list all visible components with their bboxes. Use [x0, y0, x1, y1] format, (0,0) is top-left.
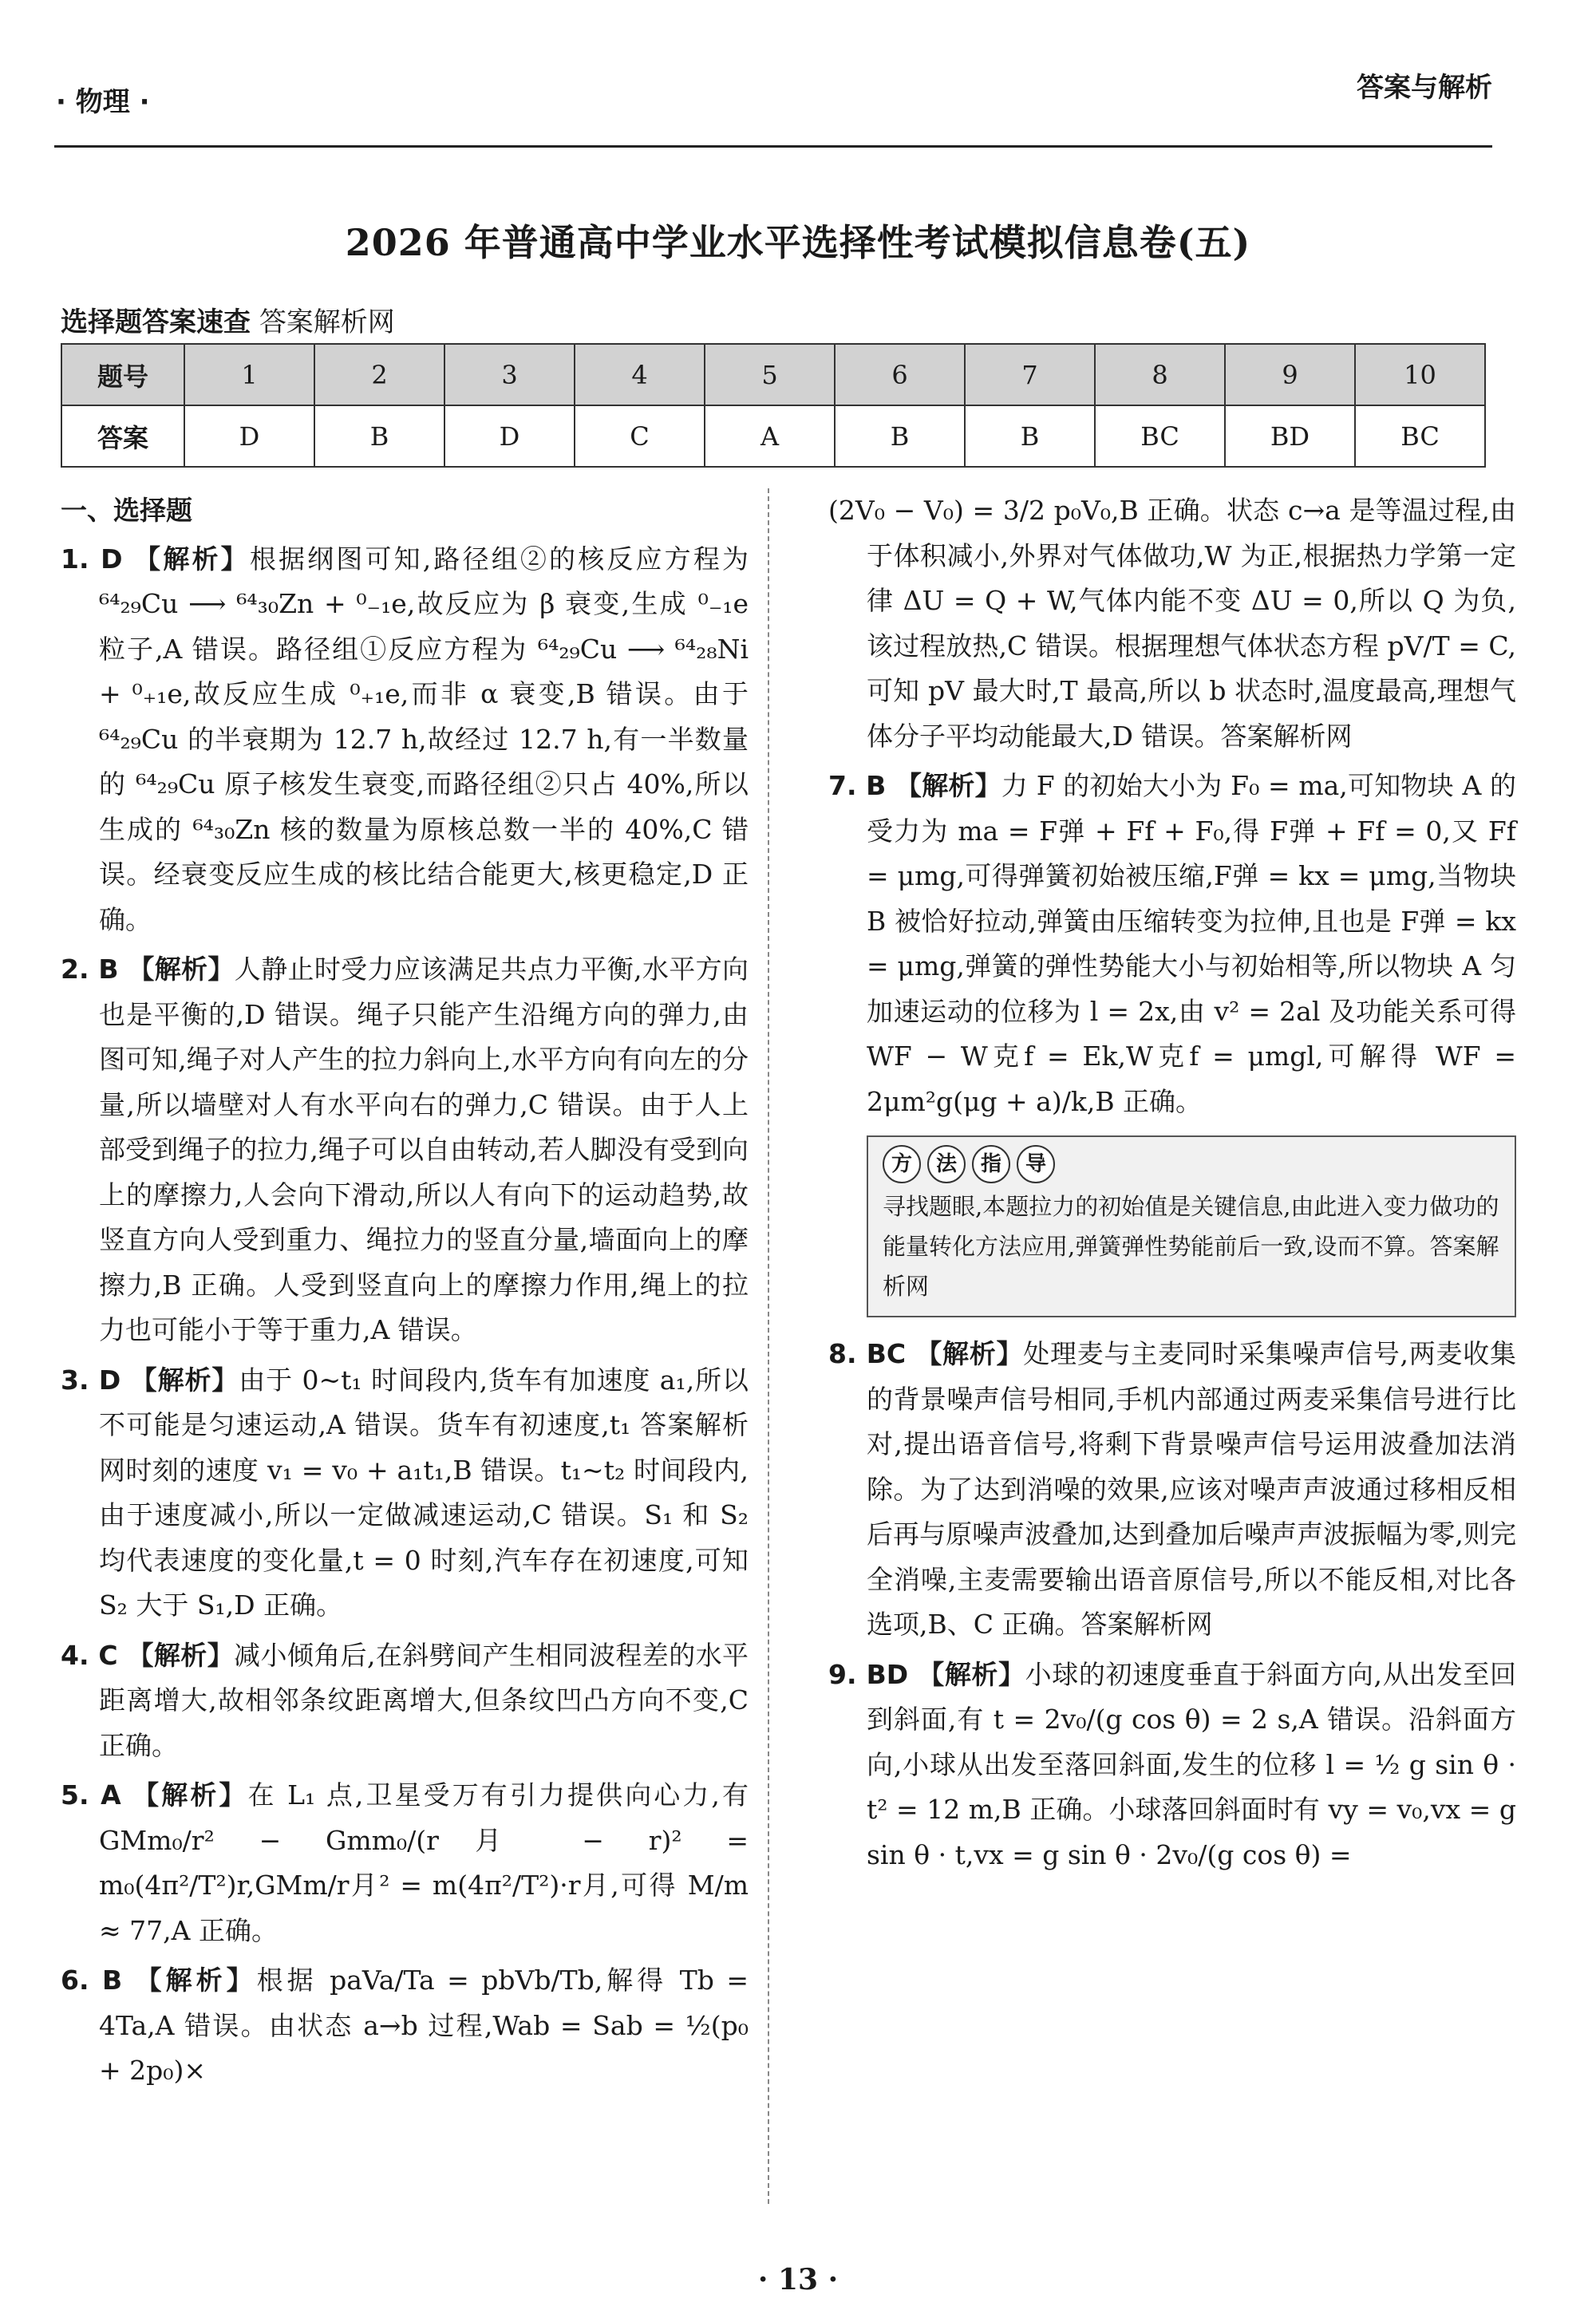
- answer-header: 答案: [61, 405, 184, 467]
- method-guide-char: 法: [927, 1145, 966, 1183]
- question-number-cell: 10: [1355, 344, 1485, 405]
- header-rule: [54, 145, 1492, 148]
- answer-explanation: [828, 764, 1516, 1124]
- subject-label: · 物理 ·: [56, 86, 150, 118]
- answer-cell: BC: [1355, 405, 1485, 467]
- item-lead: 4. C 【解析】: [61, 1639, 235, 1671]
- section-title: 一、选择题: [61, 495, 192, 526]
- question-number-cell: 4: [575, 344, 705, 405]
- answer-explanation: [61, 1633, 749, 1769]
- answer-explanation: [61, 537, 749, 943]
- item-text: 根据 paVa/Ta = pbVb/Tb,解得 Tb = 4Ta,A 错误。由状态 a→b 过程,Wab = Sab = ½(p₀ + 2p₀)×: [99, 1965, 749, 2086]
- quick-check-label: 选择题答案速查: [61, 306, 251, 338]
- section-label: 答案与解析: [1357, 72, 1492, 104]
- quick-check-source: 答案解析网: [259, 306, 395, 338]
- item-lead: 8. BC 【解析】: [828, 1338, 1024, 1369]
- question-number-cell: 1: [184, 344, 314, 405]
- answer-cell: D: [444, 405, 575, 467]
- page-title: 2026 年普通高中学业水平选择性考试模拟信息卷(五): [345, 221, 1251, 264]
- answer-cell: D: [184, 405, 314, 467]
- question-number-cell: 6: [835, 344, 965, 405]
- item-text: 小球的初速度垂直于斜面方向,从出发至回到斜面,有 t = 2v₀/(g cos θ) = 2 s,A 错误。沿斜面方向,小球从出发至落回斜面,发生的位移 l = ½ g sin θ · t² = 12 m,B 正确。小球落回斜面时有 vy = v₀,vx = g sin θ · t,vx = g sin θ · 2v₀/(g cos θ) =: [867, 1658, 1516, 1870]
- answer-cell: B: [965, 405, 1095, 467]
- answer-row: [61, 405, 1485, 467]
- question-number-cell: 9: [1225, 344, 1355, 405]
- answer-cell: B: [835, 405, 965, 467]
- question-number-cell: 2: [314, 344, 444, 405]
- answer-explanation: [828, 1653, 1516, 1878]
- answer-explanation: [61, 947, 749, 1353]
- method-guide-text: 寻找题眼,本题拉力的初始值是关键信息,由此进入变力做功的能量转化方法应用,弹簧弹性势能前后一致,设而不算。答案解析网: [883, 1193, 1499, 1300]
- answer-cell: B: [314, 405, 444, 467]
- left-column: [61, 488, 749, 2099]
- answer-cell: C: [575, 405, 705, 467]
- answer-explanation-continued: [828, 488, 1516, 759]
- item-lead: 2. B 【解析】: [61, 954, 235, 985]
- item-text: 处理麦与主麦同时采集噪声信号,两麦收集的背景噪声信号相同,手机内部通过两麦采集信号进行比对,提出语音信号,将剩下背景噪声信号运用波叠加法消除。为了达到消噪的效果,应该对噪声声波通过移相反相后再与原噪声波叠加,达到叠加后噪声声波振幅为零,则完全消噪,主麦需要输出语音原信号,所以不能反相,对比各选项,B、C 正确。答案解析网: [867, 1338, 1516, 1640]
- item-lead: 9. BD 【解析】: [828, 1658, 1025, 1690]
- item-text: 力 F 的初始大小为 F₀ = ma,可知物块 A 的受力为 ma = F弹 + Ff + F₀,得 F弹 + Ff = 0,又 Ff = μmg,可得弹簧初始被压缩,F弹 = kx = μmg,当物块 B 被恰好拉动,弹簧由压缩转变为拉伸,且也是 F弹 = kx = μmg,弹簧的弹性势能大小与初始相等,所以物块 A 匀加速运动的位移为 l = 2x,由 v² = 2al 及功能关系可得 WF − W克f = Ek,W克f = μmgl,可解得 WF = 2μm²g(μg + a)/k,B 正确。: [867, 770, 1516, 1117]
- answer-explanation: [61, 1958, 749, 2094]
- question-number-cell: 7: [965, 344, 1095, 405]
- item-lead: 6. B 【解析】: [61, 1965, 257, 1996]
- answer-explanation: [61, 1773, 749, 1953]
- answer-cell: BD: [1225, 405, 1355, 467]
- answer-table: [61, 343, 1486, 468]
- question-number-header: 题号: [61, 344, 184, 405]
- item-text: 减小倾角后,在斜劈间产生相同波程差的水平距离增大,故相邻条纹距离增大,但条纹凹凸方向不变,C 正确。: [99, 1639, 749, 1761]
- question-number-cell: 3: [444, 344, 575, 405]
- method-guide-char: 方: [883, 1145, 921, 1183]
- answer-cell: A: [705, 405, 835, 467]
- item-lead: 1. D 【解析】: [61, 543, 250, 575]
- method-guide-char: 指: [972, 1145, 1010, 1183]
- answer-explanation: [61, 1358, 749, 1629]
- item-text: 人静止时受力应该满足共点力平衡,水平方向也是平衡的,D 错误。绳子只能产生沿绳方向的弹力,由图可知,绳子对人产生的拉力斜向上,水平方向有向左的分量,所以墙壁对人有水平向右的弹力,C 错误。由于人上部受到绳子的拉力,绳子可以自由转动,若人脚没有受到向上的摩擦力,人会向下滑动,所以人有向下的运动趋势,故竖直方向人受到重力、绳拉力的竖直分量,墙面向上的摩擦力,B 正确。人受到竖直向上的摩擦力作用,绳上的拉力也可能小于等于重力,A 错误。: [99, 954, 749, 1345]
- item-text: 在 L₁ 点,卫星受万有引力提供向心力,有 GMm₀/r² − Gmm₀/(r月 − r)² = m₀(4π²/T²)r,GMm/r月² = m(4π²/T²)·r月,可得 M/m ≈ 77,A 正确。: [99, 1779, 749, 1946]
- answer-cell: BC: [1095, 405, 1225, 467]
- method-guide-box: [867, 1135, 1516, 1317]
- quick-check-heading: [61, 300, 395, 339]
- item-text: 根据纲图可知,路径组②的核反应方程为⁶⁴₂₉Cu ⟶ ⁶⁴₃₀Zn + ⁰₋₁e,故反应为 β 衰变,生成 ⁰₋₁e 粒子,A 错误。路径组①反应方程为 ⁶⁴₂₉Cu ⟶ ⁶⁴₂₈Ni + ⁰₊₁e,故反应生成 ⁰₊₁e,而非 α 衰变,B 错误。由于 ⁶⁴₂₉Cu 的半衰期为 12.7 h,故经过 12.7 h,有一半数量的 ⁶⁴₂₉Cu 原子核发生衰变,而路径组②只占 40%,所以生成的 ⁶⁴₃₀Zn 核的数量为原核总数一半的 40%,C 错误。经衰变反应生成的核比结合能更大,核更稳定,D 正确。: [99, 543, 749, 935]
- method-guide-char: 导: [1017, 1145, 1055, 1183]
- item-text: (2V₀ − V₀) = 3/2 p₀V₀,B 正确。状态 c→a 是等温过程,由于体积减小,外界对气体做功,W 为正,根据热力学第一定律 ΔU = Q + W,气体内能不变 ΔU = 0,所以 Q 为负,该过程放热,C 错误。根据理想气体状态方程 pV/T = C,可知 pV 最大时,T 最高,所以 b 状态时,温度最高,理想气体分子平均动能最大,D 错误。答案解析网: [828, 495, 1516, 752]
- right-column: [828, 488, 1516, 1882]
- method-guide-heading: [883, 1145, 1500, 1183]
- question-number-cell: 8: [1095, 344, 1225, 405]
- question-number-cell: 5: [705, 344, 835, 405]
- item-text: 由于 0~t₁ 时间段内,货车有加速度 a₁,所以不可能是匀速运动,A 错误。货车有初速度,t₁ 答案解析网时刻的速度 v₁ = v₀ + a₁t₁,B 错误。t₁~t₂ 时间段内,由于速度减小,所以一定做减速运动,C 错误。S₁ 和 S₂ 均代表速度的变化量,t = 0 时刻,汽车存在初速度,可知 S₂ 大于 S₁,D 正确。: [99, 1364, 749, 1621]
- item-lead: 7. B 【解析】: [828, 770, 1001, 801]
- question-number-row: [61, 344, 1485, 405]
- item-lead: 5. A 【解析】: [61, 1779, 248, 1811]
- page-number: · 13 ·: [757, 2263, 839, 2296]
- item-lead: 3. D 【解析】: [61, 1364, 239, 1396]
- answer-explanation: [828, 1332, 1516, 1648]
- column-divider: [768, 488, 769, 2204]
